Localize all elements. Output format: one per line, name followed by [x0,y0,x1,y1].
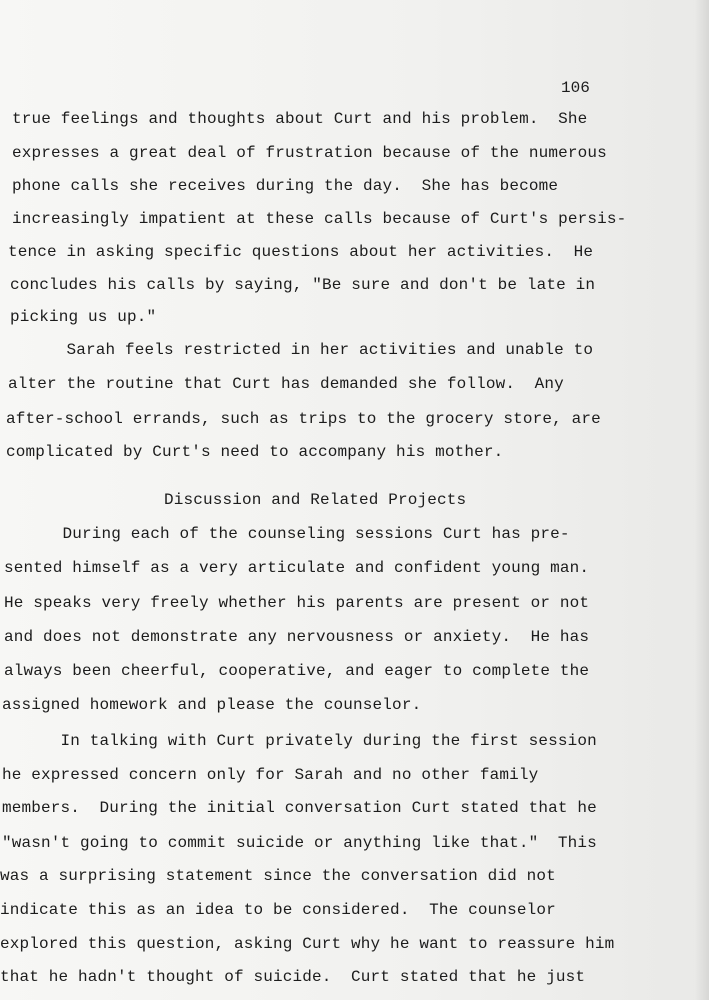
text-line-7: picking us up." [10,308,157,326]
page-edge-shadow [695,0,709,1000]
text-line-10: after-school errands, such as trips to the grocery store, are [6,410,601,428]
text-line-13: During each of the counseling sessions Curt has pre- [4,525,570,543]
text-line-11: complicated by Curt's need to accompany his mother. [6,443,504,461]
text-line-1: true feelings and thoughts about Curt and his problem. She [12,110,588,128]
text-line-18: assigned homework and please the counselor. [2,696,422,714]
text-line-8: Sarah feels restricted in her activities and unable to [8,341,594,359]
text-line-9: alter the routine that Curt has demanded she follow. Any [8,375,564,393]
text-line-6: concludes his calls by saying, "Be sure and don't be late in [10,276,596,294]
text-line-16: and does not demonstrate any nervousness or anxiety. He has [4,628,590,646]
text-line-3: phone calls she receives during the day. She has become [12,177,559,195]
text-line-24: indicate this as an idea to be considered. The counselor [0,901,556,919]
text-line-14: sented himself as a very articulate and confident young man. [4,559,590,577]
text-line-23: was a surprising statement since the conversation did not [0,867,556,885]
text-line-15: He speaks very freely whether his parents are present or not [4,594,590,612]
section-heading: Discussion and Related Projects [164,491,467,509]
text-line-25: explored this question, asking Curt why he want to reassure him [0,935,615,953]
text-line-2: expresses a great deal of frustration because of the numerous [12,144,607,162]
text-line-26: that he hadn't thought of suicide. Curt stated that he just [0,968,586,986]
text-line-5: tence in asking specific questions about her activities. He [8,243,594,261]
text-line-21: members. During the initial conversation Curt stated that he [2,799,597,817]
text-line-19: In talking with Curt privately during the first session [2,732,597,750]
text-line-20: he expressed concern only for Sarah and no other family [2,766,539,784]
page-number: 106 [561,79,590,97]
text-line-22: "wasn't going to commit suicide or anything like that." This [2,834,597,852]
text-line-17: always been cheerful, cooperative, and eager to complete the [4,662,590,680]
text-line-4: increasingly impatient at these calls because of Curt's persis- [12,210,627,228]
